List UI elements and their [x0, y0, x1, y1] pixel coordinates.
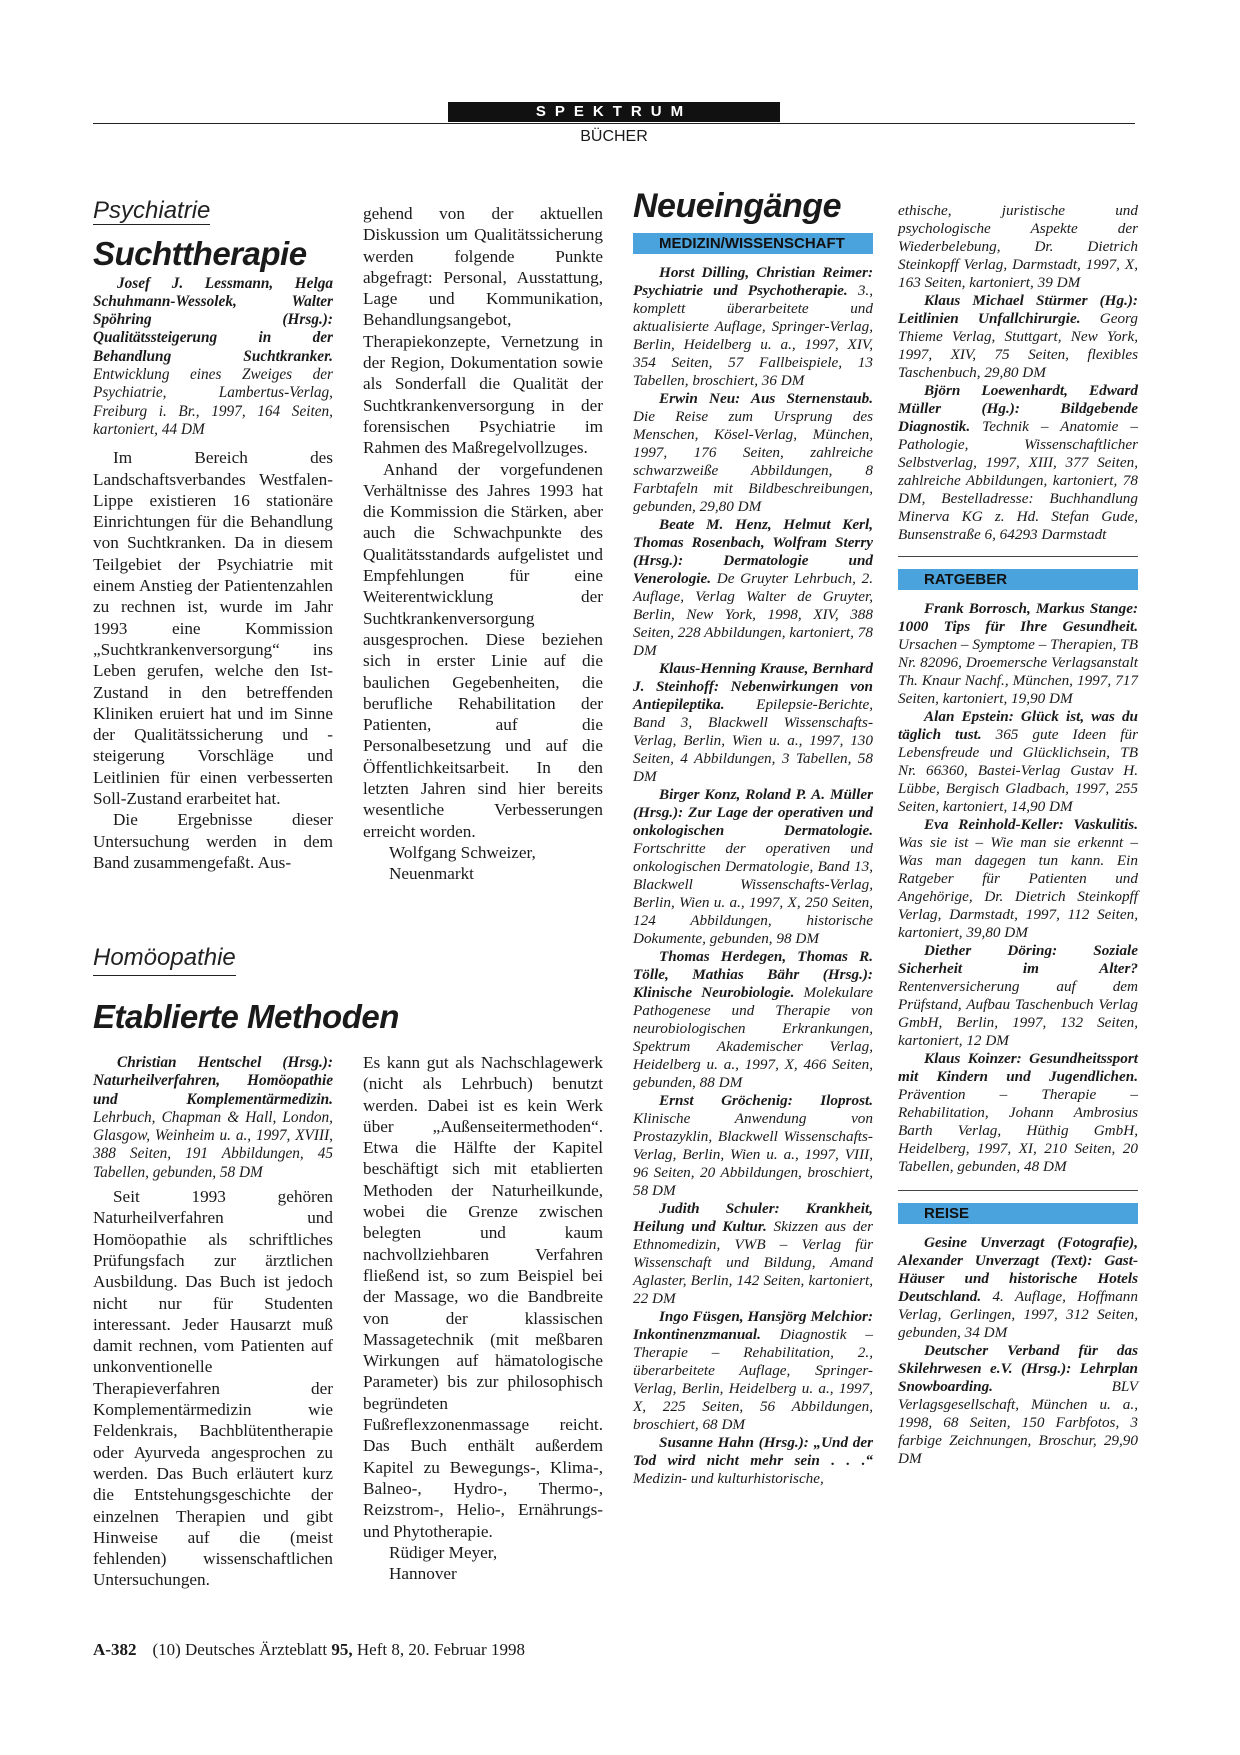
book-entry [633, 786, 873, 948]
article1-col1 [93, 197, 333, 873]
book-entry [633, 1434, 873, 1488]
section-banner: SPEKTRUM [448, 102, 780, 122]
book-entry-details: Georg Thieme Verlag, Stuttgart, New York, 1997, XIV, 75 Seiten, flexibles Taschenbuch, 29,80 DM [898, 310, 1138, 381]
book-entry-title: Klaus-Henning Krause, Bernhard J. Steinhoff: Nebenwirkungen von Antiepileptika. [633, 660, 873, 714]
section-bar-reise: REISE [898, 1203, 1138, 1224]
book-entry-details: BLV Verlagsgesellschaft, München u. a., 1998, 68 Seiten, 150 Farbfotos, 3 farbige Zeichnungen, Broschur, 29,90 DM [898, 1378, 1138, 1467]
article1-biblio: Josef J. Lessmann, Helga Schuhmann-Wessolek, Walter Spöhring (Hrsg.): Qualitätssteigerung in der Behandlung Suchtkranker. Entwicklung eines Zweiges der Psychiatrie, Lambertus-Verlag, Freiburg i. Br., 1997, 164 Seiten, kartoniert, 44 DM [93, 274, 333, 438]
divider [898, 556, 1138, 557]
article2-headline: Etablierte Methoden [93, 998, 399, 1035]
book-list-medizin-cont [898, 202, 1138, 544]
article1-topic: Psychiatrie [93, 197, 211, 224]
book-entry-details: Rentenversicherung auf dem Prüfstand, Aufbau Taschenbuch Verlag GmbH, Berlin, 1997, 132 Seiten, kartoniert, 12 DM [898, 978, 1138, 1049]
book-entry-details: Prävention – Therapie – Rehabilitation, Johann Ambrosius Barth Verlag, Hüthig GmbH, Heidelberg, 1997, XI, 210 Seiten, 20 Tabellen, gebunden, 48 DM [898, 1086, 1138, 1175]
volume-number: 95, [331, 1640, 353, 1659]
book-entry [898, 708, 1138, 816]
book-entry [898, 382, 1138, 544]
book-entry-title: Deutscher Verband für das Skilehrwesen e.V. (Hrsg.): Lehrplan Snowboarding. [898, 1342, 1138, 1395]
article2-biblio: Christian Hentschel (Hrsg.): Naturheilverfahren, Homöopathie und Komplementärmedizin. Lehrbuch, Chapman & Hall, London, Glasgow, Weinheim u. a., 1997, XVIII, 388 Seiten, 191 Abbildungen, 45 Tabellen, gebunden, 58 DM [93, 1054, 333, 1181]
article1-author: Wolfgang Schweizer, [389, 842, 536, 862]
new-arrivals-col3 [633, 187, 873, 1488]
book-entry [898, 1050, 1138, 1176]
book-entry-title: Frank Borrosch, Markus Stange: 1000 Tips für Ihre Gesundheit. [898, 600, 1138, 635]
book-entry-title: Susanne Hahn (Hrsg.): „Und der Tod wird nicht mehr sein . . .“ [633, 1434, 873, 1470]
book-entry [633, 390, 873, 516]
book-entry-details: Was sie ist – Wie man sie erkennt – Was man dagegen tun kann. Ein Ratgeber für Patienten und Angehörige, Dr. Dietrich Steinkopff Verlag, Darmstadt, 1997, 112 Seiten, kartoniert, 39,80 DM [898, 834, 1138, 941]
book-list-reise [898, 1234, 1138, 1468]
header-rule [93, 123, 1135, 124]
book-entry-details: Technik – Anatomie – Pathologie, Wissenschaftlicher Selbstverlag, 1997, XIII, 377 Seiten, zahlreiche Abbildungen, kartoniert, 78 DM, Bestelladresse: Buchhandlung Minerva KG z. Hd. Stefan Gude, Bunsenstraße 6, 64293 Darmstadt [898, 418, 1138, 543]
book-entry [633, 1092, 873, 1200]
book-entry-title: Klaus Koinzer: Gesundheitssport mit Kindern und Jugendlichen. [898, 1050, 1138, 1085]
subsection-label: BÜCHER [580, 128, 648, 145]
book-entry [898, 942, 1138, 1050]
article2-paragraph: Es kann gut als Nachschlagewerk (nicht als Lehrbuch) benutzt werden. Dabei ist es kein Werk über „Außenseitermethoden“. Etwa die Hälfte der Kapitel beschäftigt sich mit etablierten Methoden der Naturheilkunde, wobei die Grenze zwischen belegten und kaum nachvollziehbaren Verfahren fließend ist, so zum Beispiel bei der Massage, wo die Bandbreite von der klassischen Massagetechnik (mit meßbaren Wirkungen auf hämatologische Parameter) bis zur philosophisch begründeten Fußreflexzonenmassage reicht. Das Buch enthält außerdem Kapitel zu Bewegungs-, Klima-, Balneo-, Hydro-, Thermo-, Reizstrom-, Helio-, Ernährungs- und Phytotherapie. [363, 1053, 603, 1541]
book-entry-details: Fortschritte der operativen und onkologischen Dermatologie, Band 13, Blackwell Wissenschafts-Verlag, Berlin, Wien u. a., 1997, X, 250 Seiten, 124 Abbildungen, historische Dokumente, gebunden, 98 DM [633, 840, 873, 948]
book-entry-title: Björn Loewenhardt, Edward Müller (Hg.): Bildgebende Diagnostik. [898, 382, 1138, 435]
page-number: A-382 [93, 1640, 137, 1659]
new-arrivals-col4 [898, 202, 1138, 1468]
article2-author-location: Hannover [389, 1564, 457, 1584]
book-entry [633, 516, 873, 660]
book-entry-title: Alan Epstein: Glück ist, was du täglich tust. [898, 708, 1138, 743]
article2-col2 [363, 1052, 603, 1584]
book-entry [633, 948, 873, 1092]
book-entry-details: Die Reise zum Ursprung des Menschen, Kösel-Verlag, München, 1997, 176 Seiten, zahlreiche schwarzweiße Abbildungen, 8 Farbtafeln mit Bildbeschreibungen, gebunden, 29,80 DM [633, 408, 873, 516]
book-entry [898, 816, 1138, 942]
book-entry-details: Epilepsie-Berichte, Band 3, Blackwell Wissenschafts-Verlag, Berlin, Wien u. a., 1997, 130 Seiten, 4 Abbildungen, 3 Tabellen, 58 DM [633, 696, 873, 786]
book-entry [898, 600, 1138, 708]
article1-author-location: Neuenmarkt [389, 864, 474, 884]
section-bar-medizin: MEDIZIN/WISSENSCHAFT [633, 233, 873, 254]
book-entry-title: Klaus Michael Stürmer (Hg.): Leitlinien Unfallchirurgie. [898, 292, 1138, 327]
article2-author: Rüdiger Meyer, [389, 1542, 498, 1562]
article1-headline: Suchttherapie [93, 235, 307, 273]
book-entry-title: Horst Dilling, Christian Reimer: Psychiatrie und Psychotherapie. [633, 264, 873, 300]
article2-paragraph: Seit 1993 gehören Naturheilverfahren und Homöopathie als schriftliches Prüfungsfach zur ärztlichen Ausbildung. Das Buch ist jedoch nicht nur für Studenten interessant. Jeder Hausarzt muß damit rechnen, vom Patienten auf unkonventionelle Therapieverfahren der Komplementärmedizin wie Feldenkrais, Bachblütentherapie oder Ayurveda angesprochen zu werden. Das Buch erläutert kurz die Entstehungsgeschichte der einzelnen Therapien und gibt Hinweise auf die (meist fehlenden) wissenschaftlichen Untersuchungen. [93, 1187, 333, 1590]
book-list-medizin [633, 264, 873, 1488]
book-entry-title: Birger Konz, Roland P. A. Müller (Hrsg.): Zur Lage der operativen und onkologischen Dermatologie. [633, 786, 873, 840]
new-arrivals-headline: Neueingänge [633, 187, 841, 225]
book-entry-details: Molekulare Pathogenese und Therapie von neurobiologischen Erkrankungen, Spektrum Akademischer Verlag, Heidelberg u. a., 1997, X, 466 Seiten, gebunden, 88 DM [633, 984, 873, 1092]
book-entry-title: Eva Reinhold-Keller: Vaskulitis. [924, 816, 1138, 833]
book-entry [633, 660, 873, 786]
book-entry [633, 1200, 873, 1308]
book-entry [898, 1234, 1138, 1342]
section-bar-ratgeber: RATGEBER [898, 569, 1138, 590]
divider [898, 1190, 1138, 1191]
book-entry [898, 202, 1138, 292]
book-entry [633, 264, 873, 390]
page-footer [93, 1640, 525, 1660]
article1-paragraph: Im Bereich des Landschaftsverbandes Westfalen-Lippe existieren 16 stationäre Einrichtungen für die Behandlung von Suchtkranken. Da in diesem Teilgebiet der Psychiatrie mit einem Anstieg der Patientenzahlen zu rechnen ist, wurde im Jahr 1993 eine Kommission „Suchtkrankenversorgung“ ins Leben gerufen, welche den Ist-Zustand in den betreffenden Kliniken eruiert hat und im Sinne der Qualitätssicherung und -steigerung Vorschläge und Leitlinien für einen verbesserten Soll-Zustand erarbeitet hat. [93, 448, 333, 809]
book-list-ratgeber [898, 600, 1138, 1176]
book-entry-title: Judith Schuler: Krankheit, Heilung und Kultur. [633, 1200, 873, 1236]
book-entry-details: 4. Auflage, Hoffmann Verlag, Gerlingen, 1997, 312 Seiten, gebunden, 34 DM [898, 1288, 1138, 1341]
article2-col1 [93, 1054, 333, 1591]
article2-topic: Homöopathie [93, 944, 236, 976]
article2-header [93, 944, 399, 1036]
book-entry-details: Klinische Anwendung von Prostazyklin, Blackwell Wissenschafts-Verlag, Berlin, Wien u. a., 1997, VIII, 96 Seiten, 20 Abbildungen, broschiert, 58 DM [633, 1110, 873, 1200]
book-entry-details: ethische, juristische und psychologische Aspekte der Wiederbelebung, Dr. Dietrich Steinkopff Verlag, Darmstadt, 1997, X, 163 Seiten, kartoniert, 39 DM [898, 202, 1138, 291]
book-entry-details: 365 gute Ideen für Lebensfreude und Glücklichsein, TB Nr. 66360, Bastei-Verlag Gustav H. Lübbe, Bergisch Gladbach, 1997, 255 Seiten, kartoniert, 14,90 DM [898, 726, 1138, 815]
book-entry-details: Diagnostik – Therapie – Rehabilitation, 2., überarbeitete Auflage, Springer-Verlag, Berlin, Heidelberg u. a., 1997, X, 225 Seiten, 56 Abbildungen, broschiert, 68 DM [633, 1326, 873, 1434]
book-entry-details: De Gruyter Lehrbuch, 2. Auflage, Verlag Walter de Gruyter, Berlin, New York, 1998, XIV, 388 Seiten, 228 Abbildungen, kartoniert, 78 DM [633, 570, 873, 660]
book-entry-title: Thomas Herdegen, Thomas R. Tölle, Mathias Bähr (Hrsg.): Klinische Neurobiologie. [633, 948, 873, 1002]
article1-paragraph: Die Ergebnisse dieser Untersuchung werden in dem Band zusammengefaßt. Aus- [93, 810, 333, 872]
book-entry [633, 1308, 873, 1434]
citation-prefix: (10) Deutsches Ärzteblatt [152, 1640, 332, 1659]
book-entry [898, 292, 1138, 382]
book-entry-details: Medizin- und kulturhistorische, [633, 1470, 824, 1488]
book-entry-title: Erwin Neu: Aus Sternenstaub. [659, 390, 873, 408]
book-entry-title: Diether Döring: Soziale Sicherheit im Alter? [898, 942, 1138, 977]
citation-issue: Heft 8, 20. Februar 1998 [352, 1640, 525, 1659]
article1-paragraph: Anhand der vorgefundenen Verhältnisse des Jahres 1993 hat die Kommission die Stärken, aber auch die Schwachpunkte des Qualitätsstandards aufgelistet und Empfehlungen für eine Weiterentwicklung der Suchtkrankenversorgung ausgesprochen. Diese beziehen sich in erster Linie auf die baulichen Gegebenheiten, die berufliche Rehabilitation der Patienten, auf die Personalbesetzung und auf die Öffentlichkeitsarbeit. In den letzten Jahren sind hier bereits wesentliche Verbesserungen erreicht worden. [363, 459, 603, 841]
book-entry-title: Beate M. Henz, Helmut Kerl, Thomas Rosenbach, Wolfram Sterry (Hrsg.): Dermatologie und Venerologie. [633, 516, 873, 588]
book-entry-title: Gesine Unverzagt (Fotografie), Alexander Unverzagt (Text): Gast-Häuser und historische Hotels Deutschland. [898, 1234, 1138, 1305]
book-entry-title: Ingo Füsgen, Hansjörg Melchior: Inkontinenzmanual. [633, 1308, 873, 1344]
book-entry-details: Skizzen aus der Ethnomedizin, VWB – Verlag für Wissenschaft und Bildung, Amand Aglaster, Berlin, 142 Seiten, kartoniert, 22 DM [633, 1218, 873, 1308]
book-entry-details: Ursachen – Symptome – Therapien, TB Nr. 82096, Droemersche Verlagsanstalt Th. Knaur Nachf., München, 1997, 717 Seiten, kartoniert, 19,90 DM [898, 636, 1138, 707]
article1-paragraph: gehend von der aktuellen Diskussion um Qualitätssicherung werden folgende Punkte abgefragt: Personal, Ausstattung, Lage und Kommunikation, Behandlungsangebot, Therapiekonzepte, Vernetzung in der Region, Dokumentation sowie als Sonderfall die Qualität der Suchtkrankenversorgung in der forensischen Psychiatrie im Rahmen des Maßregelvollzuges. [363, 204, 603, 458]
article1-col2 [363, 203, 603, 885]
book-entry [898, 1342, 1138, 1468]
book-entry-title: Ernst Gröchenig: Iloprost. [659, 1092, 873, 1110]
book-entry-details: 3., komplett überarbeitete und aktualisierte Auflage, Springer-Verlag, Berlin, Heidelberg u. a., 1997, XIV, 354 Seiten, 57 Fallbeispiele, 13 Tabellen, broschiert, 36 DM [633, 282, 873, 390]
